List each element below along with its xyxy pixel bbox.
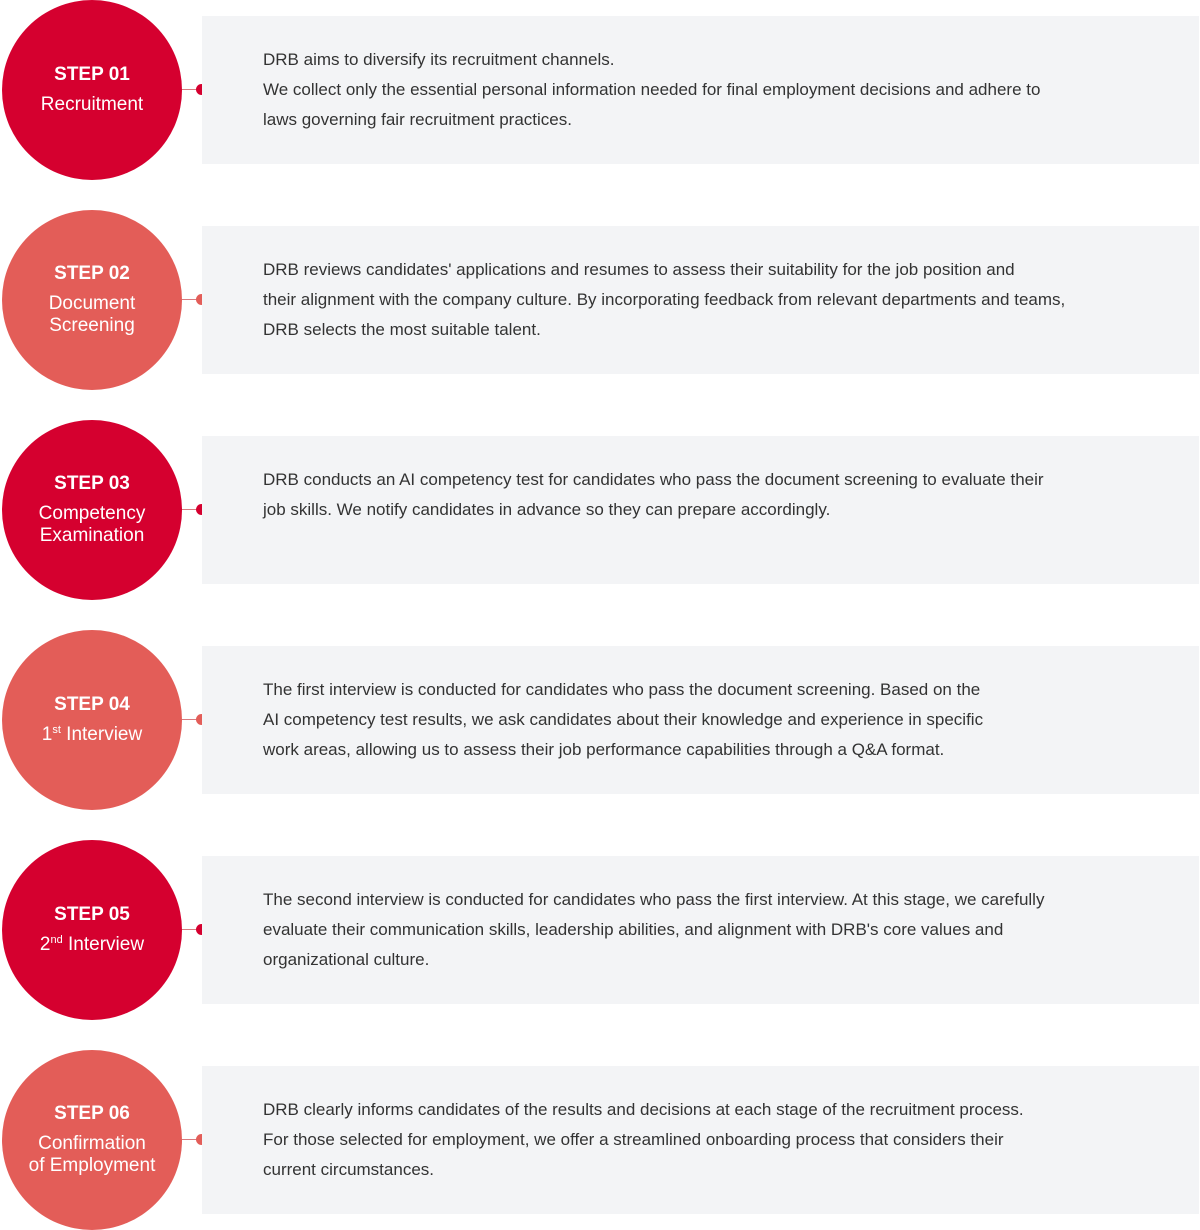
step-03-title-line-1: Competency bbox=[38, 503, 146, 524]
step-03-number: STEP 03 bbox=[54, 473, 130, 494]
step-02-title-line-1: Document bbox=[48, 293, 136, 314]
step-01-description-panel bbox=[202, 16, 1199, 164]
step-05-title-ordinal: 2 bbox=[39, 934, 51, 955]
step-02-circle bbox=[2, 210, 182, 390]
step-01-title bbox=[41, 94, 143, 116]
step-04-description-panel bbox=[202, 646, 1199, 794]
step-05-description-line-3: organizational culture. bbox=[263, 950, 430, 969]
step-06-number: STEP 06 bbox=[54, 1103, 130, 1124]
step-03-description-line-2: job skills. We notify candidates in advance so they can prepare accordingly. bbox=[263, 500, 831, 519]
step-03-circle bbox=[2, 420, 182, 600]
step-05-circle bbox=[2, 840, 182, 1020]
step-05-title-suffix: nd bbox=[50, 934, 63, 946]
step-01-description-line-2: We collect only the essential personal information needed for final employment decisions and adhere to bbox=[263, 80, 1041, 99]
step-06-title-line-2: of Employment bbox=[28, 1155, 156, 1176]
step-04 bbox=[0, 630, 1200, 810]
step-03-description-line-1: DRB conducts an AI competency test for candidates who pass the document screening to evaluate their bbox=[263, 470, 1044, 489]
step-05-title bbox=[40, 934, 144, 956]
step-06-description-line-1: DRB clearly informs candidates of the results and decisions at each stage of the recruitment process. bbox=[263, 1100, 1024, 1119]
step-04-description-line-3: work areas, allowing us to assess their job performance capabilities through a Q&A format. bbox=[263, 740, 945, 759]
step-02-title-line-2: Screening bbox=[49, 315, 135, 336]
step-06-description-line-2: For those selected for employment, we offer a streamlined onboarding process that considers their bbox=[263, 1130, 1004, 1149]
step-01-description-line-3: laws governing fair recruitment practices. bbox=[263, 110, 572, 129]
step-05-title-text: Interview bbox=[62, 934, 145, 955]
step-06-circle bbox=[2, 1050, 182, 1230]
step-06-description-panel bbox=[202, 1066, 1199, 1214]
step-05-number: STEP 05 bbox=[54, 904, 130, 925]
step-01-number: STEP 01 bbox=[54, 64, 130, 85]
step-05-description-panel bbox=[202, 856, 1199, 1004]
step-04-circle bbox=[2, 630, 182, 810]
step-02-number: STEP 02 bbox=[54, 263, 130, 284]
step-03-title-line-2: Examination bbox=[39, 525, 145, 546]
step-05 bbox=[0, 840, 1200, 1020]
step-05-description-line-1: The second interview is conducted for candidates who pass the first interview. At this stage, we carefully bbox=[263, 890, 1045, 909]
step-03-description-panel bbox=[202, 436, 1199, 584]
step-03 bbox=[0, 420, 1200, 600]
step-04-title-text: Interview bbox=[60, 724, 143, 745]
step-05-description-line-2: evaluate their communication skills, leadership abilities, and alignment with DRB's core values and bbox=[263, 920, 1004, 939]
step-04-number: STEP 04 bbox=[54, 694, 130, 715]
step-04-title-ordinal: 1 bbox=[41, 724, 53, 745]
step-01 bbox=[0, 0, 1200, 180]
step-04-description-line-1: The first interview is conducted for candidates who pass the document screening. Based on the bbox=[263, 680, 981, 699]
step-06-title bbox=[29, 1133, 156, 1177]
step-04-description-line-2: AI competency test results, we ask candidates about their knowledge and experience in specific bbox=[263, 710, 984, 729]
step-02-description-line-2: their alignment with the company culture. By incorporating feedback from relevant departments and teams, bbox=[263, 290, 1066, 309]
step-04-title-suffix: st bbox=[52, 724, 61, 736]
step-01-title-line-1: Recruitment bbox=[40, 94, 144, 115]
step-06 bbox=[0, 1050, 1200, 1230]
step-02-description-line-1: DRB reviews candidates' applications and resumes to assess their suitability for the job position and bbox=[263, 260, 1015, 279]
step-02-description-line-3: DRB selects the most suitable talent. bbox=[263, 320, 541, 339]
step-02-description-panel bbox=[202, 226, 1199, 374]
step-01-circle bbox=[2, 0, 182, 180]
step-06-description-line-3: current circumstances. bbox=[263, 1160, 434, 1179]
step-03-title bbox=[39, 503, 146, 547]
step-02 bbox=[0, 210, 1200, 390]
step-04-title bbox=[42, 724, 142, 746]
step-02-title bbox=[49, 293, 136, 337]
step-01-description-line-1: DRB aims to diversify its recruitment channels. bbox=[263, 50, 615, 69]
step-06-title-line-1: Confirmation bbox=[38, 1133, 146, 1154]
